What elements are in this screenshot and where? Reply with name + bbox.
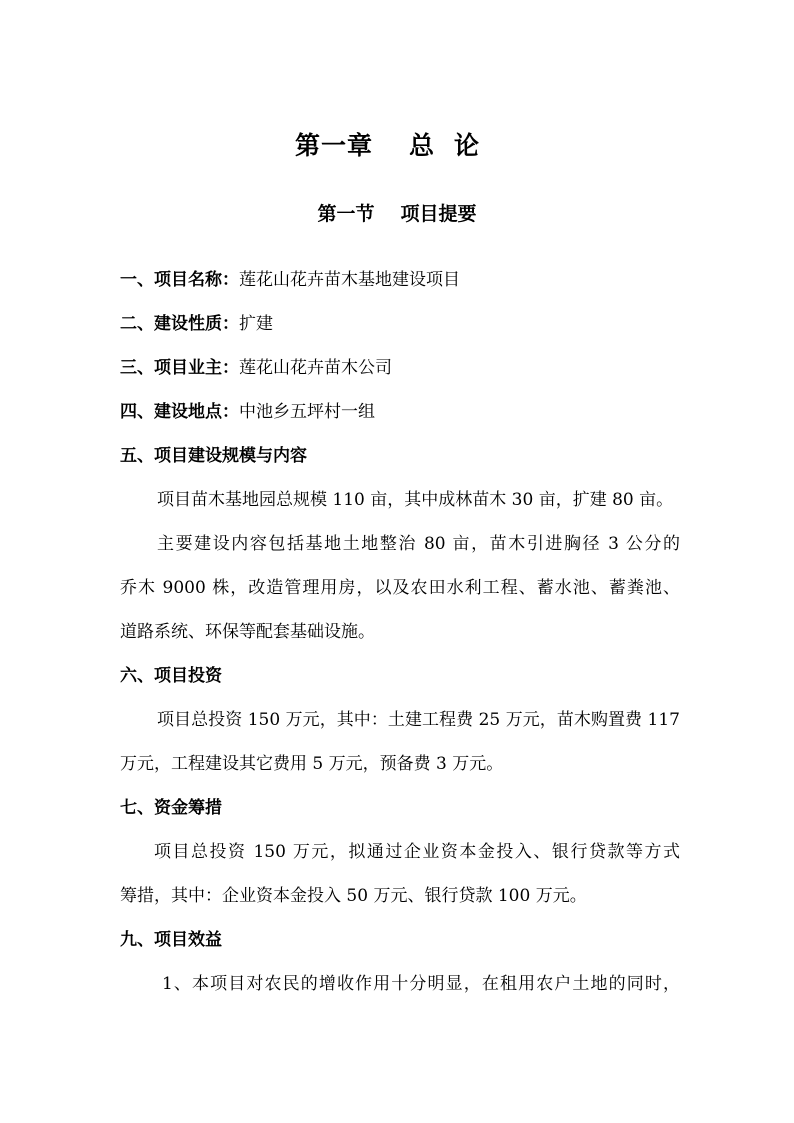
item-heading: 一、项目名称： bbox=[120, 270, 239, 290]
paragraph-funding-line-1: 项目总投资 150 万元，拟通过企业资本金投入、银行贷款等方式 bbox=[154, 842, 680, 862]
paragraph-investment-line-1: 项目总投资 150 万元，其中：土建工程费 25 万元，苗木购置费 117 bbox=[157, 710, 680, 730]
paragraph-scale-2-line-2: 乔木 9000 株，改造管理用房，以及农田水利工程、蓄水池、蓄粪池、 bbox=[120, 578, 680, 598]
heading-benefit: 九、项目效益 bbox=[120, 930, 222, 950]
item-value: 中池乡五坪村一组 bbox=[239, 402, 375, 422]
item-heading: 四、建设地点： bbox=[120, 402, 239, 422]
section-label: 第一节 bbox=[317, 203, 375, 225]
heading-funding: 七、资金筹措 bbox=[120, 798, 222, 818]
paragraph-scale-1: 项目苗木基地园总规模 110 亩，其中成林苗木 30 亩，扩建 80 亩。 bbox=[157, 490, 674, 510]
heading-investment: 六、项目投资 bbox=[120, 666, 222, 686]
item-project-name bbox=[120, 267, 680, 293]
item-construction-nature bbox=[120, 311, 680, 337]
paragraph-funding-line-2: 筹措，其中：企业资本金投入 50 万元、银行贷款 100 万元。 bbox=[120, 886, 587, 906]
chapter-name: 总论 bbox=[409, 131, 500, 160]
heading-scale: 五、项目建设规模与内容 bbox=[120, 446, 307, 466]
section-name: 项目提要 bbox=[400, 203, 477, 225]
item-heading: 三、项目业主： bbox=[120, 358, 239, 378]
section-title bbox=[0, 199, 794, 226]
paragraph-scale-2-line-3: 道路系统、环保等配套基础设施。 bbox=[120, 622, 375, 642]
item-value: 莲花山花卉苗木基地建设项目 bbox=[239, 270, 460, 290]
item-location bbox=[120, 399, 680, 425]
paragraph-investment-line-2: 万元，工程建设其它费用 5 万元，预备费 3 万元。 bbox=[120, 754, 504, 774]
item-project-owner bbox=[120, 355, 680, 381]
paragraph-benefit-line-1: 1、本项目对农民的增收作用十分明显，在租用农户土地的同时， bbox=[162, 974, 680, 994]
paragraph-scale-2-line-1: 主要建设内容包括基地土地整治 80 亩，苗木引进胸径 3 公分的 bbox=[157, 534, 680, 554]
item-value: 扩建 bbox=[239, 314, 273, 334]
chapter-label: 第一章 bbox=[294, 131, 373, 160]
item-heading: 二、建设性质： bbox=[120, 314, 239, 334]
chapter-title bbox=[0, 126, 794, 162]
item-value: 莲花山花卉苗木公司 bbox=[239, 358, 392, 378]
